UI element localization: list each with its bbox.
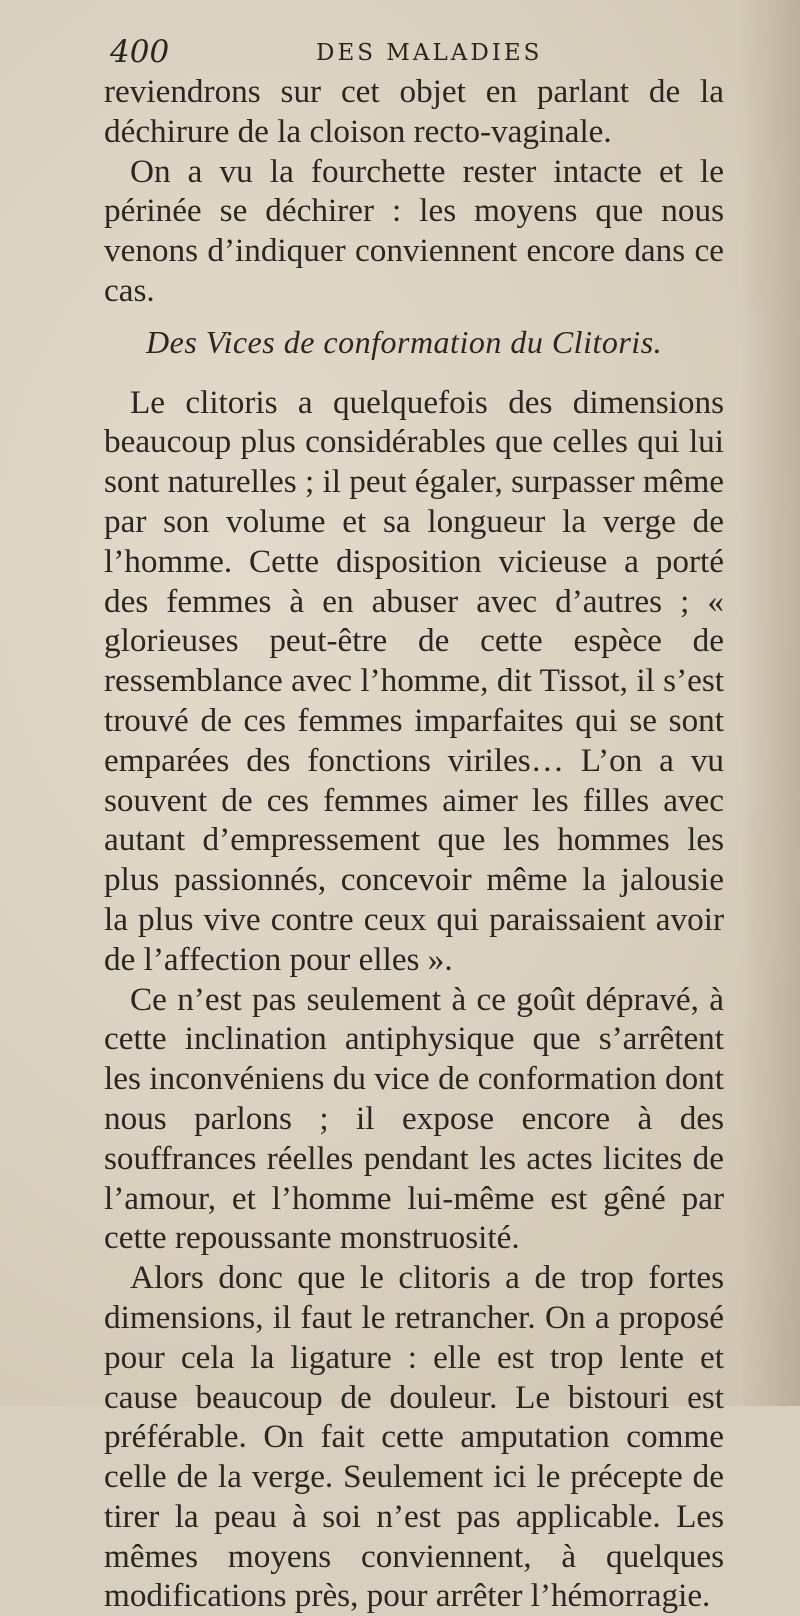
section-title: Des Vices de conformation du Clitoris. <box>146 323 663 360</box>
page-number: 400 <box>110 34 170 70</box>
paragraph: On a vu la fourchette rester intacte et le périnée se déchirer : les moyens que nous venons d’indiquer conviennent encore dans ce cas. <box>104 152 724 309</box>
page-edge-shadow <box>740 0 800 1406</box>
paragraph: reviendrons sur cet objet en parlant de la déchirure de la cloison recto-vaginale. <box>104 73 724 150</box>
paragraph: Ce n’est pas seulement à ce goût dépravé, à cette inclination antiphysique que s’arrêtent les inconvéniens du vice de conformation dont nous parlons ; il expose encore à des souffrances réelles pendant les actes licites de l’amour, et l’homme lui-même est gêné par cette repoussante monstruosité. <box>104 980 724 1257</box>
body-text <box>104 72 724 1616</box>
page-header <box>110 28 670 72</box>
paragraph: Alors donc que le clitoris a de trop fortes dimensions, il faut le retrancher. On a proposé pour cela la ligature : elle est trop lente et cause beaucoup de douleur. Le bistouri est préférable. On fait cette amputation comme celle de la verge. Seulement ici le précepte de tirer la peau à soi n’est pas applicable. Les mêmes moyens conviennent, à quelques modifications près, pour arrêter l’hémorragie. <box>104 1259 724 1615</box>
running-head: DES MALADIES <box>316 40 543 66</box>
paragraph: Le clitoris a quelquefois des dimensions beaucoup plus considérables que celles qui lui sont naturelles ; il peut égaler, surpasser même par son volume et sa longueur la verge de l’homme. Cette disposition vicieuse a porté des femmes à en abuser avec d’autres ; « glorieuses peut-être de cette espèce de ressemblance avec l’homme, dit Tissot, il s’est trouvé de ces femmes imparfaites qui se sont emparées des fonctions viriles… L’on a vu souvent de ces femmes aimer les filles avec autant d’empressement que les hommes les plus passionnés, concevoir même la jalousie la plus vive contre ceux qui paraissaient avoir de l’affection pour elles ». <box>104 383 724 978</box>
